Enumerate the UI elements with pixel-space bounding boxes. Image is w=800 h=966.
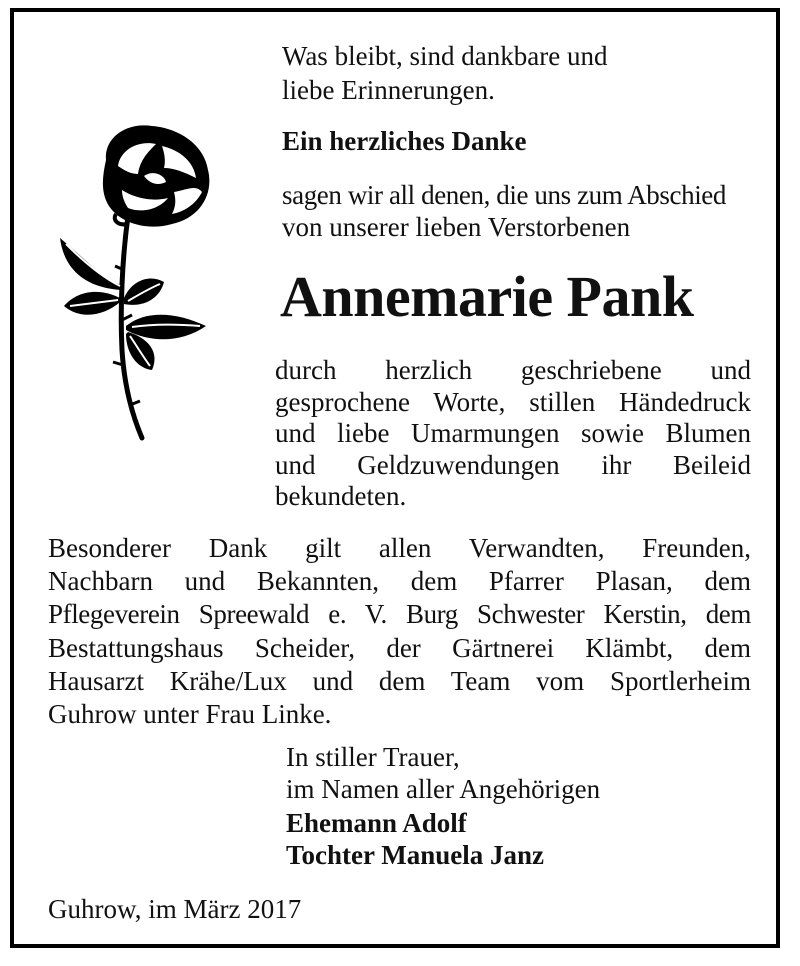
intro-line-2: von unserer lieben Verstorbenen (282, 212, 631, 242)
body-line: gesprochene Worte, stillen Händedruck (275, 386, 751, 417)
special-thanks-paragraph (48, 532, 751, 731)
motto-line-1: Was bleibt, sind dankbare und (282, 41, 608, 71)
special-thanks-line: Pflegeverein Spreewald e. V. Burg Schwester Kerstin, dem (48, 599, 751, 630)
deceased-name: Annemarie Pank (280, 264, 694, 329)
place-date: Guhrow, im März 2017 (48, 894, 302, 924)
special-thanks-line: Bestattungshaus Scheider, der Gärtnerei Klämbt, dem (48, 632, 751, 663)
signature-name-2: Tochter Manuela Janz (286, 840, 545, 870)
special-thanks-line: Besonderer Dank gilt allen Verwandten, Freunden, (48, 533, 751, 563)
signature-line-2: im Namen aller Angehörigen (286, 774, 601, 804)
body-line: und Geldzuwendungen ihr Beileid (275, 449, 751, 480)
intro-line-1: sagen wir all denen, die uns zum Abschied (282, 180, 726, 210)
body-line: bekundeten. (275, 481, 407, 512)
body-paragraph (275, 355, 751, 513)
signature-line-1: In stiller Trauer, (286, 742, 460, 772)
thanks-heading: Ein herzliches Danke (282, 126, 527, 156)
body-line: und liebe Umarmungen sowie Blumen (275, 418, 751, 449)
special-thanks-line: Nachbarn und Bekannten, dem Pfarrer Plasan, dem (48, 566, 751, 597)
special-thanks-line: Hausarzt Krähe/Lux und dem Team vom Sportlerheim (48, 665, 751, 696)
motto-line-2: liebe Erinnerungen. (282, 75, 495, 105)
body-line: durch herzlich geschriebene und (275, 355, 751, 385)
signature-name-1: Ehemann Adolf (286, 808, 467, 838)
rose-icon (56, 120, 216, 444)
special-thanks-line: Guhrow unter Frau Linke. (48, 699, 332, 730)
